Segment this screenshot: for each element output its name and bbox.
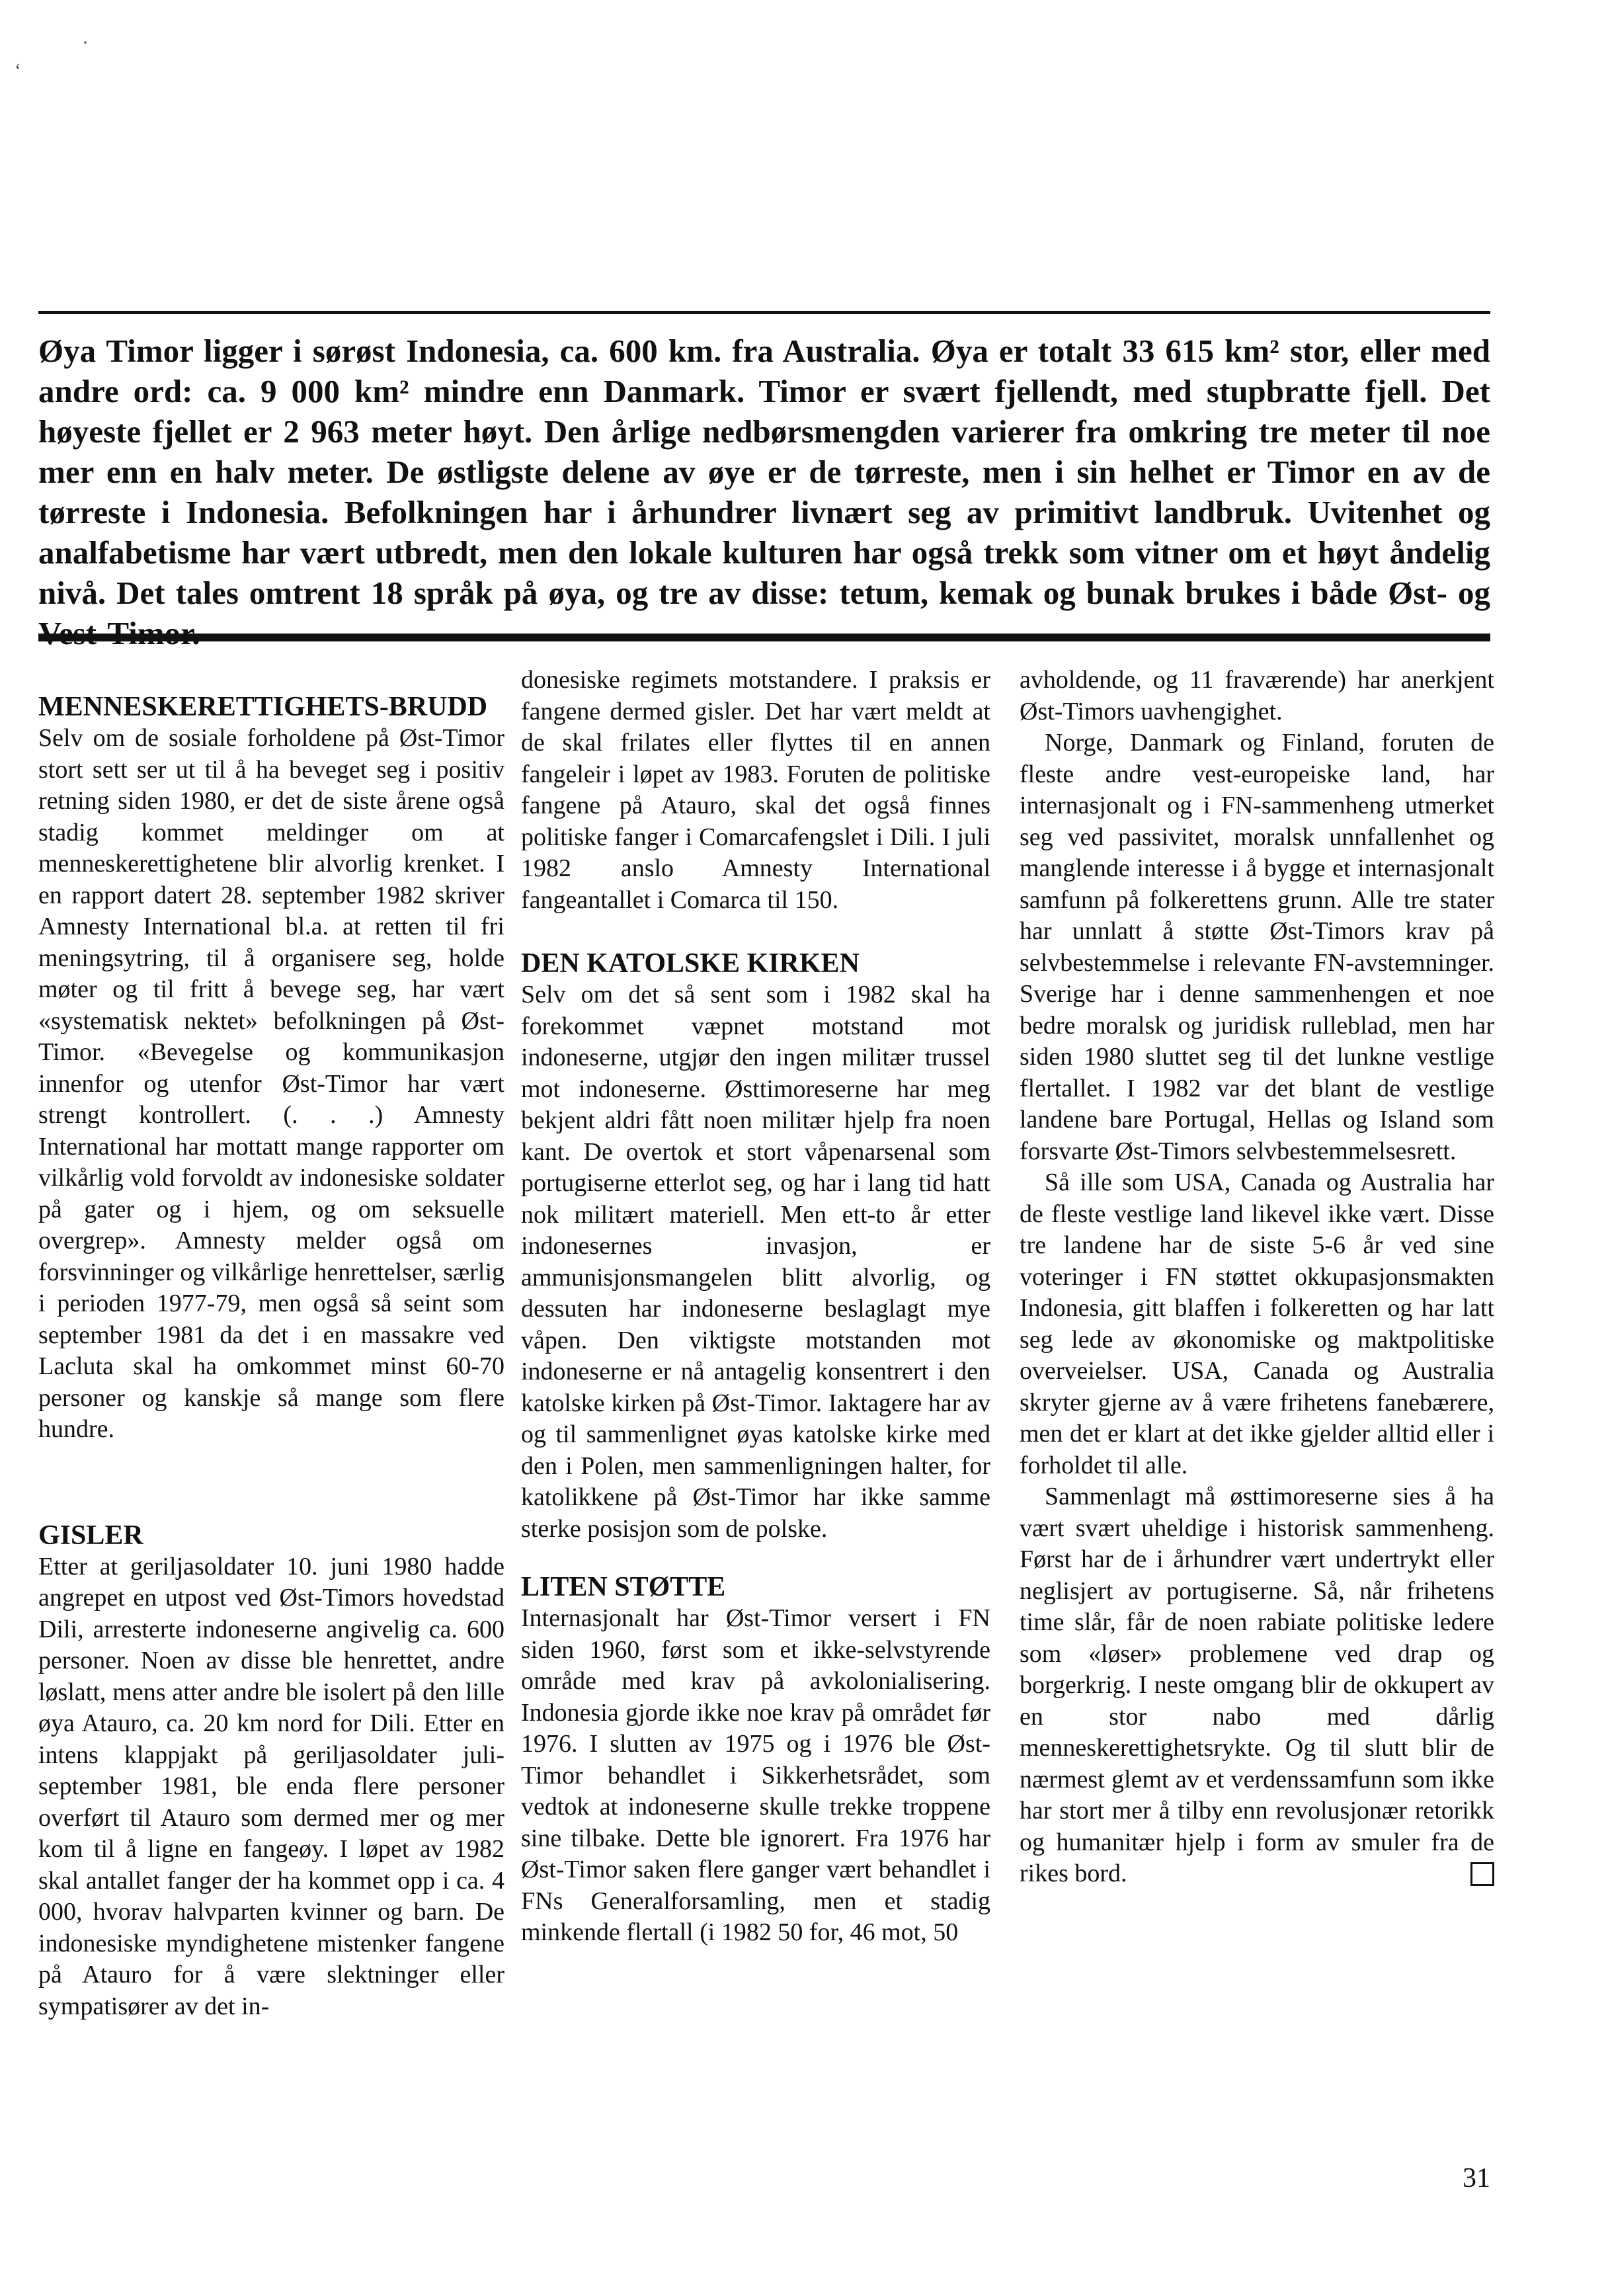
paragraph-gisler-cont: donesiske regimets motstandere. I praksis er fangene dermed gisler. Det har vært meldt at de skal frilates eller flyttes til en annen fangeleir i løpet av 1983. Foruten de politiske fangene på Atauro, skal det også finnes politiske fanger i Comarcafengslet i Dili. I juli 1982 anslo Amnesty International fangeantallet i Comarca til 150.: [521, 666, 990, 914]
heading-kirken: DEN KATOLSKE KIRKEN: [521, 948, 860, 979]
top-rule: [38, 311, 1490, 314]
heading-gisler: GISLER: [38, 1520, 143, 1551]
paragraph-usa: Så ille som USA, Canada og Australia har de fleste vestlige land likevel ikke vært. Disse tre landene har de siste 5-6 år ved sine voteringer i FN støttet okkupasjonsmakten Indonesia, gitt blaffen i folkeretten og har latt seg lede av økonomiske og maktpolitiske overveielser. USA, Canada og Australia skryter gjerne av å være frihetens fanebærere, men det er klart at det ikke gjelder alltid eller i forholdet til alle.: [1020, 1168, 1494, 1479]
paragraph-brudd: Selv om de sosiale forholdene på Øst-Timor stort sett ser ut til å ha beveget seg i positiv retning siden 1980, er det de siste årene også stadig kommet meldinger om at menneskerettighetene blir alvorlig krenket. I en rapport datert 28. september 1982 skriver Amnesty International bl.a. at retten til fri meningsytring, til å organisere seg, holde møter og til fritt å bevege seg, har vært «systematisk nektet» befolkningen på Øst-Timor. «Bevegelse og kommunikasjon innenfor og utenfor Øst-Timor har vært strengt kontrollert. (. . .) Amnesty International har mottatt mange rapporter om vilkårlig vold forvoldt av indonesiske soldater på gater og i hjem, og om seksuelle overgrep». Amnesty melder også om forsvinninger og vilkårlige henrettelser, særlig i perioden 1977-79, men også så seint som september 1981 da det i en massakre ved Lacluta skal ha omkommet minst 60-70 personer og kanskje så mange som flere hundre.: [38, 724, 504, 1443]
bottom-rule: [38, 634, 1490, 641]
heading-stotte: LITEN STØTTE: [521, 1572, 726, 1602]
paragraph-sammenlagt: [1020, 1481, 1494, 1890]
intro-paragraph: Øya Timor ligger i sørøst Indonesia, ca. 600 km. fra Australia. Øya er totalt 33 615 km² stor, eller med andre ord: ca. 9 000 km² mindre enn Danmark. Timor er svært fjellendt, med stupbratte fjell. Det høyeste fjellet er 2 963 meter høyt. Den årlige nedbørsmengden varierer fra omkring tre meter til noe mer enn en halv meter. De østligste delene av øye er de tørreste, men i sin helhet er Timor en av de tørreste i Indonesia. Befolkningen har i århundrer livnært seg av primitivt landbruk. Uvitenhet og analfabetisme har vært utbredt, men den lokale kulturen har også trekk som vitner om et høyt åndelig nivå. Det tales omtrent 18 språk på øya, og tre av disse: tetum, kemak og bunak brukes i både Øst- og: [38, 333, 1490, 611]
paragraph-sammenlagt-text: Sammenlagt må østtimoreserne sies å ha vært svært uheldige i historisk sammenheng. Først har de i århundrer vært undertrykt eller neglisjert av portugiserne. Så, når frihetens time slår, får de noen rabiate politiske ledere som «løser» problemene ved drap og borgerkrig. I neste omgang blir de okkupert av en stor nabo med dårlig menneskerettighetsrykte. Og til slutt blir de nærmest glemt av et verdenssamfunn som ikke har stort mer å tilby enn revolusjonær retorikk og humanitær hjelp i form av smuler fra de rikes bord.: [1020, 1483, 1494, 1887]
column-2: [521, 665, 990, 1949]
end-mark-icon: [1470, 1862, 1494, 1886]
paragraph-stotte: Internasjonalt har Øst-Timor versert i FN siden 1960, først som et ikke-selvstyrende område med krav på avkolonialisering. Indonesia gjorde ikke noe krav på området før 1976. I slutten av 1975 og i 1976 ble Øst-Timor behandlet i Sikkerhetsrådet, som vedtok at indoneserne skulle trekke troppene sine tilbake. Dette ble ignorert. Fra 1976 har Øst-Timor saken flere ganger vært behandlet i FNs Generalforsamling, men et stadig minkende flertall (i 1982 50 for, 46 mot, 50: [521, 1604, 990, 1946]
paragraph-kirken: Selv om det så sent som i 1982 skal ha forekommet væpnet motstand mot indoneserne, utgjør den ingen militær trussel mot indoneserne. Østtimoreserne har meg bekjent aldri fått noen militær hjelp fra noen kant. De overtok et stort våpenarsenal som portugiserne etterlot seg, og har i lang tid hatt nok militært materiell. Men ett-to år etter indonesernes invasjon, er ammunisjonsmangelen blitt alvorlig, og dessuten har indoneserne beslaglagt mye våpen. Den viktigste motstanden mot indoneserne er nå antagelig konsentrert i den katolske kirken på Øst-Timor. Iaktagere har av og til sammenlignet øyas katolske kirke med den i Polen, men sammenligningen halter, for katolikkene på Øst-Timor har ikke samme sterke posisjon som de polske.: [521, 981, 990, 1543]
heading-brudd: MENNESKERETTIGHETS-BRUDD: [38, 692, 488, 722]
paragraph-stotte-cont: avholdende, og 11 fraværende) har anerkjent Øst-Timors uavhengighet.: [1020, 666, 1494, 725]
scan-speck-icon: ·: [82, 32, 89, 54]
column-3: [1020, 665, 1494, 1890]
scan-speck-icon: ‘: [15, 60, 21, 81]
page-number: 31: [1463, 2163, 1490, 2194]
paragraph-norden: Norge, Danmark og Finland, foruten de fleste andre vest-europeiske land, har internasjonalt og i FN-sammenheng utmerket seg ved passivitet, moralsk unnfallenhet og manglende interesse i å bygge et internasjonalt samfunn på folkerettens grunn. Alle tre stater har unnlatt å støtte Øst-Timors krav på selvbestemmelse i relevante FN-avstemninger. Sverige har i denne sammenhengen et noe bedre moralsk og juridisk rulleblad, men har siden 1980 sluttet seg til det lunkne vestlige flertallet. I 1982 var det blant de vestlige landene bare Portugal, Hellas og Island som forsvarte Øst-Timors selvbestemmelsesrett.: [1020, 729, 1494, 1165]
column-1: [38, 665, 504, 2022]
paragraph-gisler: Etter at geriljasoldater 10. juni 1980 hadde angrepet en utpost ved Øst-Timors hovedstad Dili, arresterte indoneserne angivelig ca. 600 personer. Noen av disse ble henrettet, andre løslatt, mens atter andre ble isolert på den lille øya Atauro, ca. 20 km nord for Dili. Etter en intens klappjakt på geriljasoldater juli-september 1981, ble enda flere personer overført til Atauro som dermed mer og mer kom til å ligne en fangeøy. I løpet av 1982 skal antallet fanger der ha kommet opp i ca. 4 000, hvorav halvparten kvinner og barn. De indonesiske myndighetene mistenker fangene på Atauro for å være slektninger eller sympatisører av det in-: [38, 1552, 504, 2020]
